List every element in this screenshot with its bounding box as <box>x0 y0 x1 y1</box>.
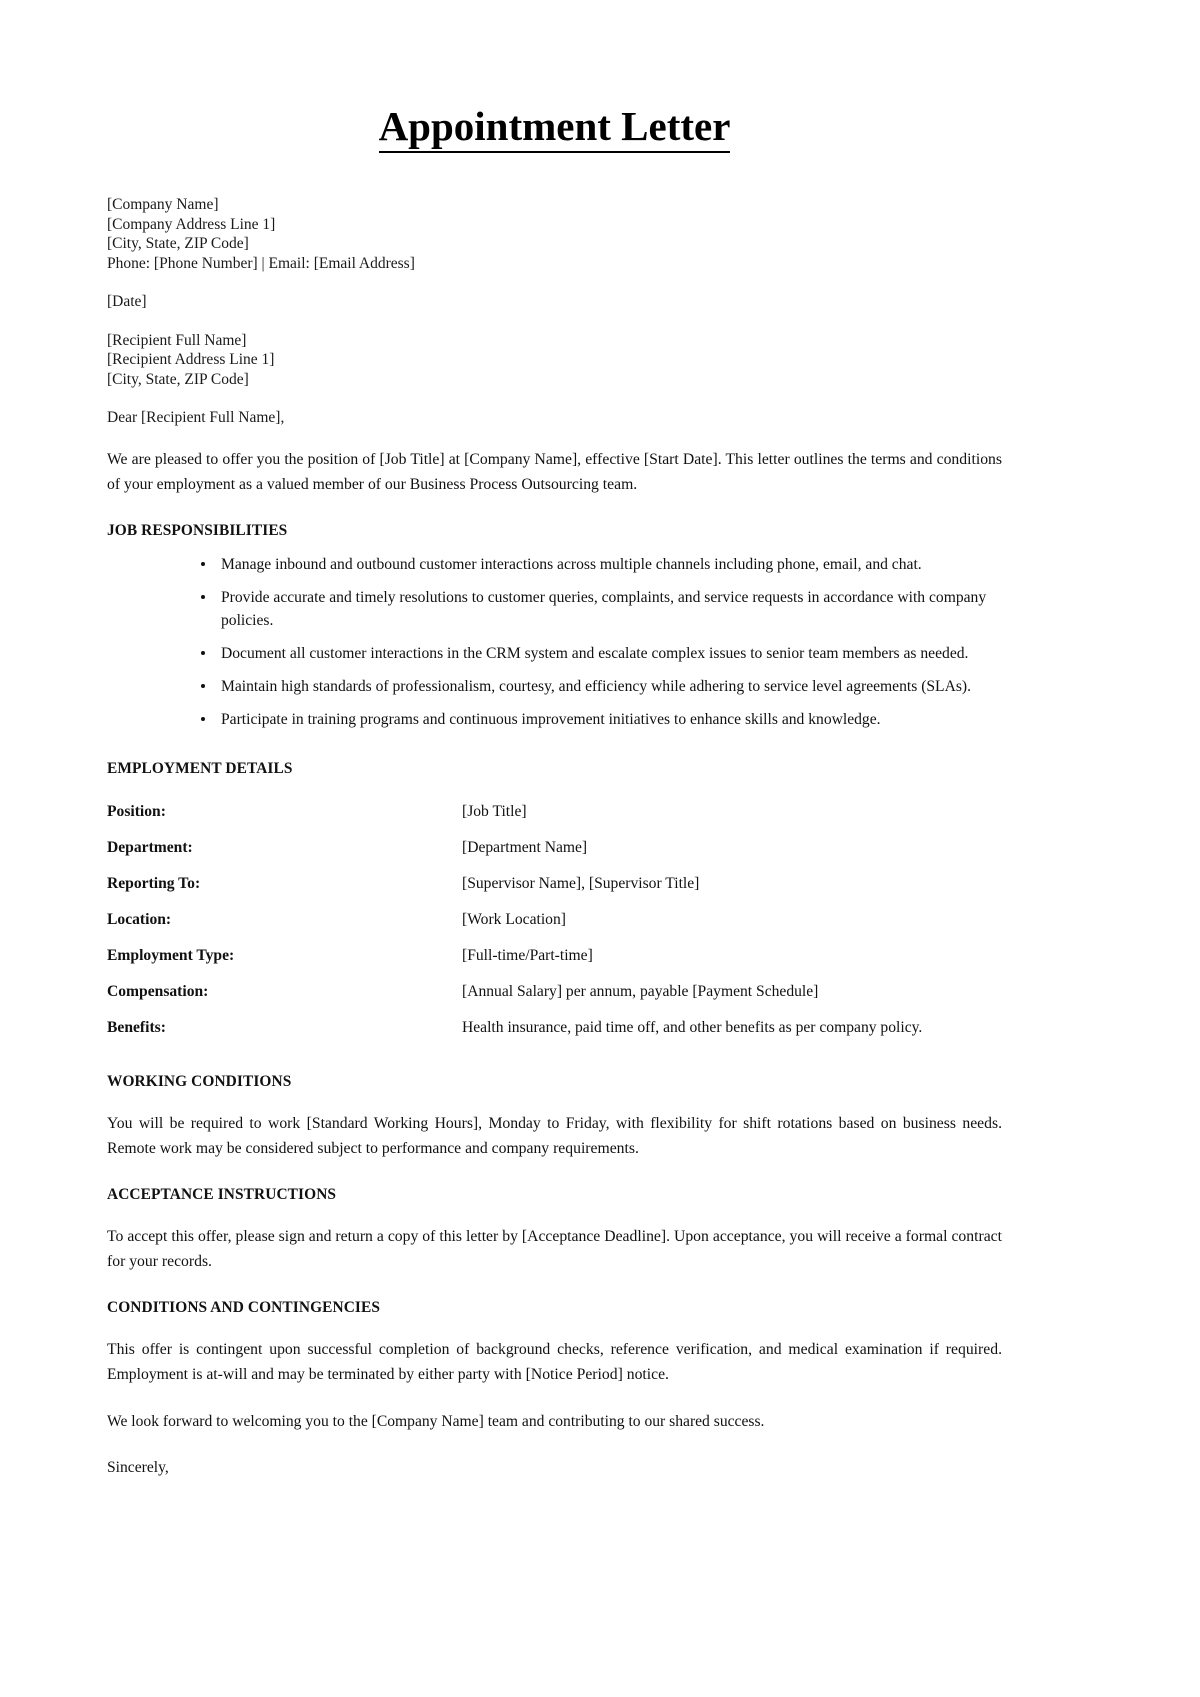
table-row <box>107 794 1002 830</box>
letter-date: [Date] <box>107 293 147 311</box>
recipient-name-line: [Recipient Full Name] <box>107 331 247 349</box>
detail-label: Benefits: <box>107 1019 166 1037</box>
list-item <box>195 553 1002 576</box>
page-title <box>107 0 1002 153</box>
acceptance-paragraph: To accept this offer, please sign and return a copy of this letter by [Acceptance Deadline]. Upon acceptance, you will receive a formal contract for your records. <box>107 1227 1002 1271</box>
table-row <box>107 866 1002 902</box>
closing-paragraph: We look forward to welcoming you to the [Company Name] team and contributing to our shared success. <box>107 1412 765 1430</box>
detail-value: [Department Name] <box>462 839 588 857</box>
list-item-label: Maintain high standards of professionalism, courtesy, and efficiency while adhering to service level agreements (SLAs). <box>221 677 972 695</box>
employment-details-table <box>107 794 1002 1046</box>
working-conditions-paragraph: You will be required to work [Standard Working Hours], Monday to Friday, with flexibility for shift rotations based on business needs. Remote work may be considered subject to performance and company requirements. <box>107 1114 1002 1158</box>
list-item-label: Participate in training programs and continuous improvement initiatives to enhance skills and knowledge. <box>221 710 881 728</box>
recipient-address-block <box>107 331 1002 390</box>
section-heading-employment-details: EMPLOYMENT DETAILS <box>107 759 293 777</box>
bullet-icon <box>201 595 205 599</box>
spacer <box>107 273 1002 292</box>
bullet-icon <box>201 684 205 688</box>
detail-value: Health insurance, paid time off, and other benefits as per company policy. <box>462 1019 923 1037</box>
table-row <box>107 974 1002 1010</box>
recipient-address-line: [City, State, ZIP Code] <box>107 370 249 388</box>
detail-value: [Full-time/Part-time] <box>462 947 593 965</box>
detail-label: Compensation: <box>107 983 209 1001</box>
bullet-icon <box>201 717 205 721</box>
detail-value: [Work Location] <box>462 911 566 929</box>
list-item <box>195 675 1002 698</box>
list-item <box>195 586 1002 632</box>
detail-label: Reporting To: <box>107 875 201 893</box>
detail-label: Position: <box>107 803 166 821</box>
detail-value: [Supervisor Name], [Supervisor Title] <box>462 875 700 893</box>
responsibilities-list <box>107 553 1002 731</box>
detail-value: [Annual Salary] per annum, payable [Payment Schedule] <box>462 983 819 1001</box>
list-item-label: Provide accurate and timely resolutions to customer queries, complaints, and service requests in accordance with company policies. <box>221 588 987 629</box>
sender-contact-line: Phone: [Phone Number] | Email: [Email Address] <box>107 254 415 272</box>
section-heading-working-conditions: WORKING CONDITIONS <box>107 1072 292 1090</box>
sender-address-line: [City, State, ZIP Code] <box>107 235 249 253</box>
bullet-icon <box>201 562 205 566</box>
table-row <box>107 830 1002 866</box>
detail-value: [Job Title] <box>462 803 527 821</box>
sender-address-block <box>107 195 1002 273</box>
table-row <box>107 902 1002 938</box>
bullet-icon <box>201 651 205 655</box>
salutation: Dear [Recipient Full Name], <box>107 409 285 427</box>
conditions-paragraph: This offer is contingent upon successful completion of background checks, reference verification, and medical examination if required. Employment is at-will and may be terminated by either party with [Notice Period] notice. <box>107 1340 1002 1384</box>
sign-off: Sincerely, <box>107 1458 169 1476</box>
recipient-address-line: [Recipient Address Line 1] <box>107 351 275 369</box>
spacer <box>107 312 1002 331</box>
detail-label: Department: <box>107 839 193 857</box>
intro-paragraph: We are pleased to offer you the position of [Job Title] at [Company Name], effective [Start Date]. This letter outlines the terms and conditions of your employment as a valued member of our Business Process Outsourcing team. <box>107 450 1002 494</box>
section-heading-acceptance: ACCEPTANCE INSTRUCTIONS <box>107 1185 337 1203</box>
sender-address-line: [Company Address Line 1] <box>107 215 276 233</box>
list-item-label: Manage inbound and outbound customer interactions across multiple channels including phone, email, and chat. <box>221 555 922 573</box>
table-row <box>107 938 1002 974</box>
section-heading-responsibilities: JOB RESPONSIBILITIES <box>107 521 288 539</box>
sender-address-line: [Company Name] <box>107 196 219 214</box>
detail-label: Location: <box>107 911 172 929</box>
page-title-text: Appointment Letter <box>379 104 731 153</box>
detail-label: Employment Type: <box>107 947 235 965</box>
section-heading-conditions: CONDITIONS AND CONTINGENCIES <box>107 1298 381 1316</box>
list-item <box>195 642 1002 665</box>
table-row <box>107 1010 1002 1046</box>
list-item <box>195 708 1002 731</box>
list-item-label: Document all customer interactions in the CRM system and escalate complex issues to senior team members as needed. <box>221 644 969 662</box>
